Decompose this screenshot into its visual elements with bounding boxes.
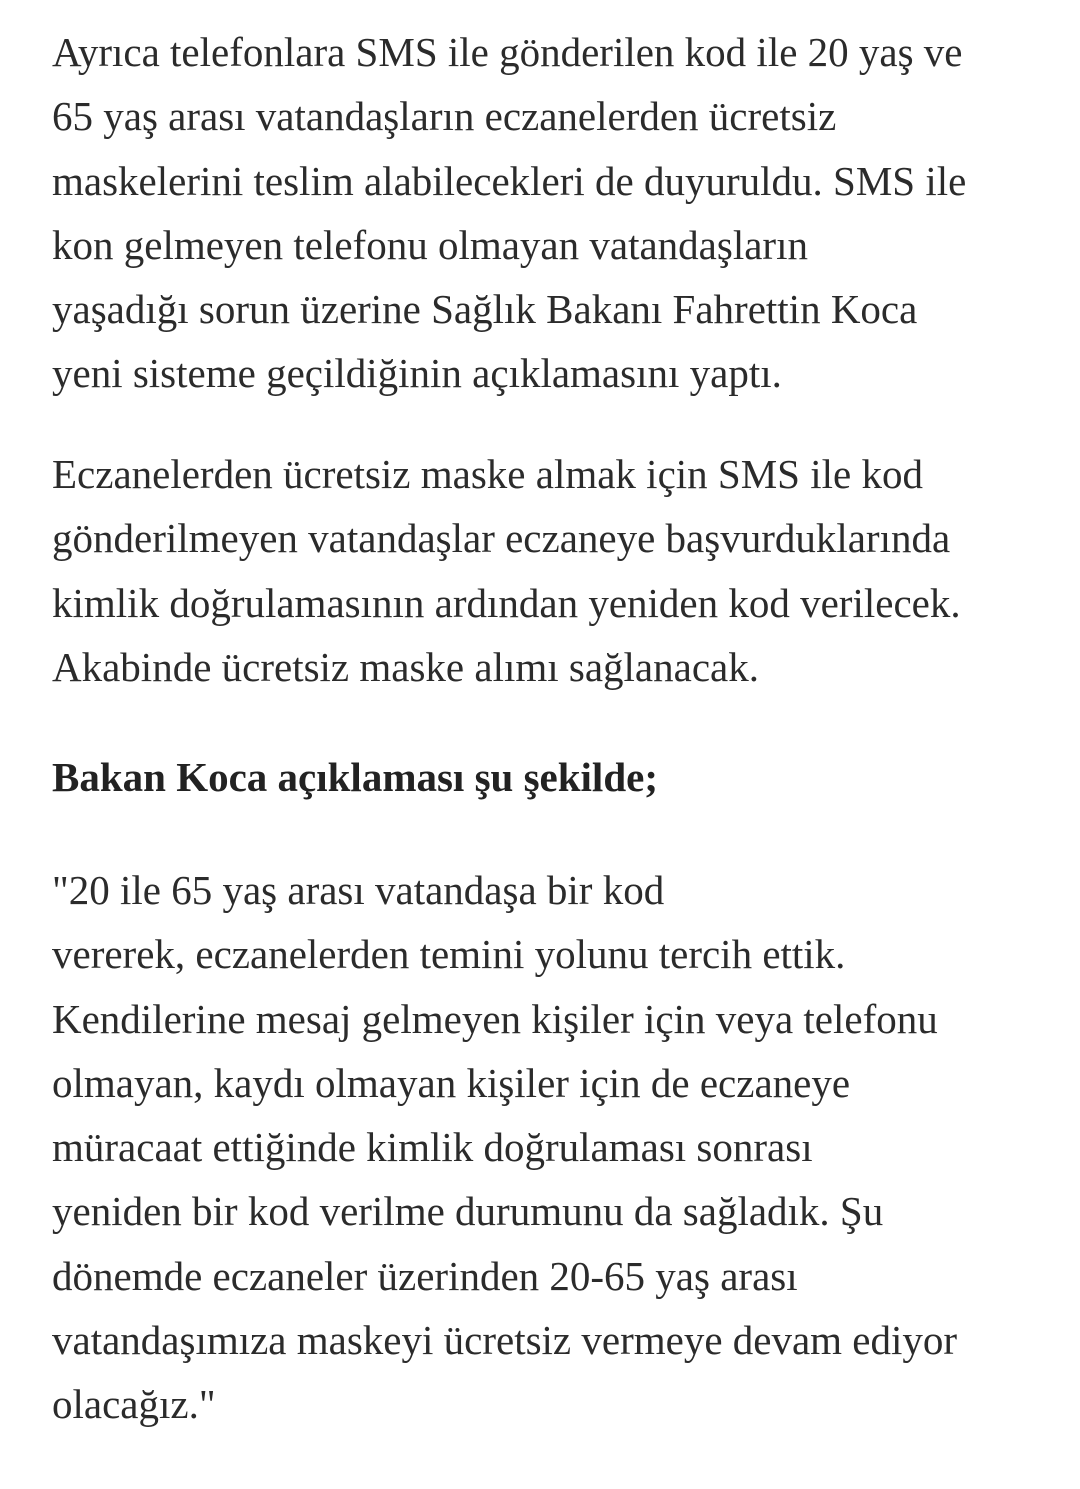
paragraph-line: kimlik doğrulamasının ardından yeniden kod verilecek. [52, 579, 961, 626]
quote-line: müracaat ettiğinde kimlik doğrulaması sonrası [52, 1124, 813, 1171]
quote-paragraph [52, 858, 957, 1437]
paragraph-line: kon gelmeyen telefonu olmayan vatandaşların [52, 221, 808, 268]
quote-line: vererek, eczanelerden temini yolunu tercih ettik. [52, 931, 846, 978]
paragraph-line: yaşadığı sorun üzerine Sağlık Bakanı Fahrettin Koca [52, 286, 918, 333]
paragraph-line: yeni sisteme geçildiğinin açıklamasını yaptı. [52, 350, 782, 397]
paragraph-line: Ayrıca telefonlara SMS ile gönderilen kod ile 20 yaş ve [52, 29, 963, 75]
quote-line: olmayan, kaydı olmayan kişiler için de eczaneye [52, 1059, 851, 1106]
quote-line: "20 ile 65 yaş arası vatandaşa bir kod [52, 867, 665, 913]
section-heading: Bakan Koca açıklaması şu şekilde; [52, 754, 658, 800]
quote-line: Kendilerine mesaj gelmeyen kişiler için veya telefonu [52, 995, 938, 1042]
article-paragraph-2 [52, 442, 961, 699]
article-paragraph-1 [52, 20, 966, 406]
quote-line: olacağız." [52, 1381, 216, 1428]
paragraph-line: Eczanelerden ücretsiz maske almak için SMS ile kod [52, 451, 923, 497]
quote-line: dönemde eczaneler üzerinden 20-65 yaş arası [52, 1252, 798, 1299]
paragraph-line: gönderilmeyen vatandaşlar eczaneye başvurduklarında [52, 515, 951, 562]
quote-line: yeniden bir kod verilme durumunu da sağladık. Şu [52, 1188, 884, 1235]
paragraph-line: 65 yaş arası vatandaşların eczanelerden ücretsiz [52, 93, 837, 140]
quote-line: vatandaşımıza maskeyi ücretsiz vermeye devam ediyor [52, 1317, 958, 1364]
paragraph-line: maskelerini teslim alabilecekleri de duyuruldu. SMS ile [52, 157, 967, 204]
paragraph-line: Akabinde ücretsiz maske alımı sağlanacak. [52, 643, 759, 690]
